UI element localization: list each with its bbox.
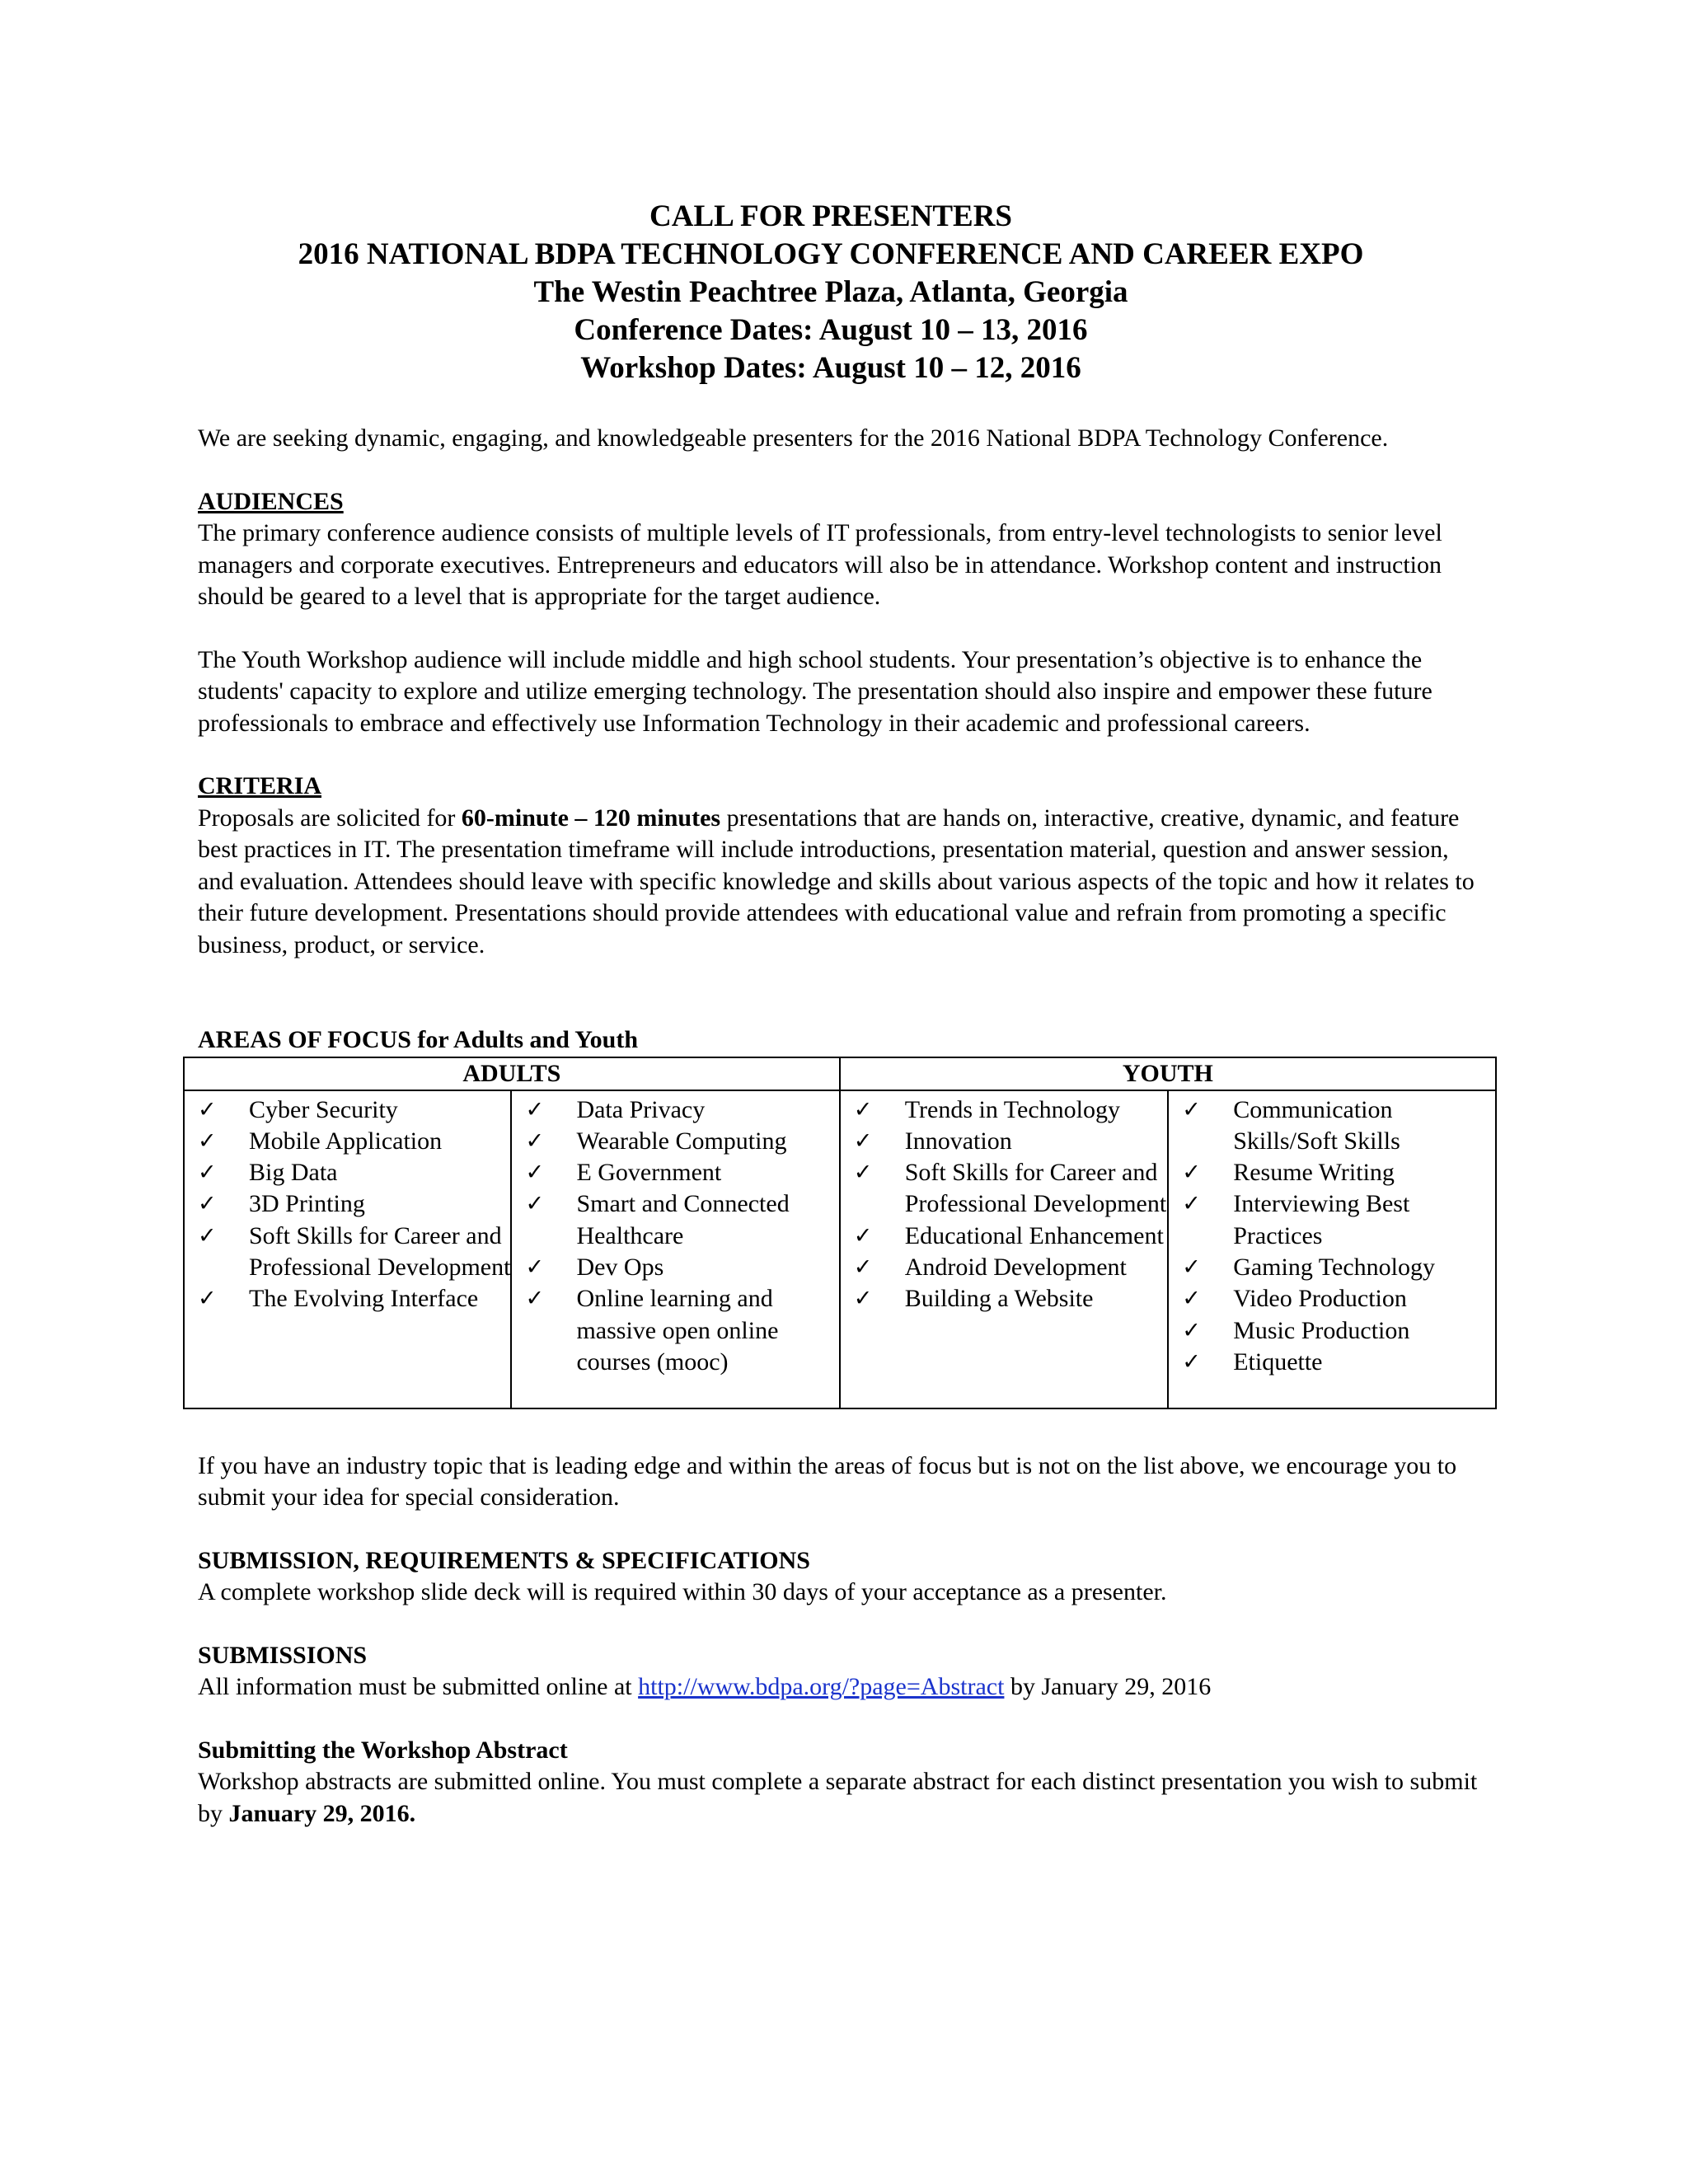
focus-topic-label: Video Production [1233, 1285, 1407, 1313]
checkmark-icon: ✓ [525, 1127, 545, 1154]
focus-topic-label: The Evolving Interface [249, 1285, 479, 1313]
focus-topic-item [841, 1094, 1167, 1126]
focus-topic-item [185, 1126, 510, 1157]
checkmark-icon: ✓ [1182, 1254, 1201, 1280]
checkmark-icon: ✓ [1182, 1191, 1201, 1217]
focus-topic-item [841, 1157, 1167, 1221]
checkmark-icon: ✓ [853, 1160, 873, 1186]
focus-topic-label: Smart and Connected Healthcare [576, 1190, 790, 1249]
checkmark-icon: ✓ [1182, 1317, 1201, 1343]
adults-column-1 [184, 1090, 511, 1408]
focus-topic-label: Soft Skills for Career and Professional Development [249, 1221, 511, 1281]
areas-of-focus-table [183, 1057, 1497, 1409]
checkmark-icon: ✓ [198, 1096, 217, 1122]
checkmark-icon: ✓ [525, 1254, 545, 1280]
submissions-text-pre: All information must be submitted online at [198, 1673, 639, 1700]
title-line-2: 2016 NATIONAL BDPA TECHNOLOGY CONFERENCE AND CAREER EXPO [298, 237, 1364, 271]
focus-topic-label: Wearable Computing [576, 1127, 787, 1155]
checkmark-icon: ✓ [853, 1254, 873, 1280]
title-block [178, 198, 1484, 387]
title-line-5: Workshop Dates: August 10 – 12, 2016 [580, 351, 1081, 385]
focus-topic-label: Etiquette [1233, 1347, 1323, 1376]
audiences-paragraph-1: The primary conference audience consists of multiple levels of IT professionals, from entry-level technologists to senior level managers and corporate executives. Entrepreneurs and educators will also be in attendance. Workshop content and instruction should be geared to a level that is appropriate for the target audience. [198, 519, 1442, 610]
focus-topic-item [1169, 1157, 1495, 1188]
focus-topic-label: Innovation [904, 1127, 1012, 1155]
focus-topic-item [512, 1188, 838, 1252]
criteria-duration: 60-minute – 120 minutes [461, 804, 721, 832]
checkmark-icon: ✓ [1182, 1286, 1201, 1312]
youth-header: YOUTH [840, 1057, 1496, 1090]
focus-topic-item [841, 1283, 1167, 1315]
criteria-heading: CRITERIA [198, 772, 322, 799]
submissions-text [198, 1671, 1484, 1704]
checkmark-icon: ✓ [525, 1160, 545, 1186]
focus-topic-label: Online learning and massive open online courses (mooc) [576, 1285, 779, 1376]
criteria-text-pre: Proposals are solicited for [198, 804, 462, 832]
checkmark-icon: ✓ [198, 1191, 217, 1217]
checkmark-icon: ✓ [853, 1127, 873, 1154]
focus-topic-item [512, 1252, 838, 1283]
focus-topic-item [841, 1252, 1167, 1283]
title-line-4: Conference Dates: August 10 – 13, 2016 [574, 313, 1088, 347]
focus-topic-label: Educational Enhancement [904, 1221, 1164, 1249]
checkmark-icon: ✓ [525, 1191, 545, 1217]
focus-topic-label: Cyber Security [249, 1095, 398, 1123]
checkmark-icon: ✓ [198, 1286, 217, 1312]
focus-topic-item [1169, 1188, 1495, 1252]
adults-header: ADULTS [184, 1057, 840, 1090]
youth-column-1 [840, 1090, 1168, 1408]
intro-paragraph: We are seeking dynamic, engaging, and knowledgeable presenters for the 2016 National BDPA Technology Conference. [198, 424, 1389, 452]
focus-topic-item [1169, 1094, 1495, 1158]
focus-topic-label: Interviewing Best Practices [1233, 1190, 1410, 1249]
focus-topic-item [185, 1188, 510, 1220]
focus-topic-label: Big Data [249, 1159, 338, 1187]
checkmark-icon: ✓ [198, 1127, 217, 1154]
checkmark-icon: ✓ [198, 1160, 217, 1186]
document-page [198, 198, 1484, 1830]
focus-topic-label: Resume Writing [1233, 1159, 1395, 1187]
title-line-3: The Westin Peachtree Plaza, Atlanta, Georgia [533, 275, 1128, 309]
adults-column-2 [511, 1090, 839, 1408]
submission-requirements-heading: SUBMISSION, REQUIREMENTS & SPECIFICATIONS [198, 1546, 810, 1574]
submission-requirements-text: A complete workshop slide deck will is required within 30 days of your acceptance as a presenter. [198, 1578, 1167, 1605]
youth-column-2 [1168, 1090, 1496, 1408]
focus-topic-label: Communication Skills/Soft Skills [1233, 1095, 1400, 1155]
focus-topic-label: Music Production [1233, 1316, 1410, 1344]
abstract-deadline: January 29, 2016. [228, 1799, 416, 1827]
checkmark-icon: ✓ [198, 1222, 217, 1249]
focus-topic-item [512, 1126, 838, 1157]
focus-topic-item [185, 1283, 510, 1315]
focus-topic-item [512, 1283, 838, 1378]
checkmark-icon: ✓ [1182, 1348, 1201, 1375]
focus-topic-item [841, 1221, 1167, 1252]
focus-topic-label: E Government [576, 1159, 722, 1187]
title-line-1: CALL FOR PRESENTERS [649, 199, 1012, 233]
abstract-submission-link[interactable]: http://www.bdpa.org/?page=Abstract [638, 1673, 1005, 1700]
focus-topic-item [1169, 1283, 1495, 1315]
workshop-abstract-text [198, 1766, 1484, 1830]
focus-topic-label: Gaming Technology [1233, 1253, 1436, 1281]
focus-topic-item [841, 1126, 1167, 1157]
submissions-text-post: by January 29, 2016 [1004, 1673, 1212, 1700]
focus-topic-label: Android Development [904, 1253, 1127, 1281]
checkmark-icon: ✓ [853, 1286, 873, 1312]
focus-topic-label: Data Privacy [576, 1095, 706, 1123]
focus-topic-item [512, 1157, 838, 1188]
focus-topic-item [512, 1094, 838, 1126]
checkmark-icon: ✓ [525, 1096, 545, 1122]
focus-topic-item [185, 1157, 510, 1188]
checkmark-icon: ✓ [525, 1286, 545, 1312]
focus-topic-label: Building a Website [904, 1285, 1094, 1313]
audiences-heading: AUDIENCES [198, 487, 344, 515]
focus-topic-label: Trends in Technology [904, 1095, 1120, 1123]
areas-of-focus-title: AREAS OF FOCUS for Adults and Youth [198, 1026, 639, 1053]
focus-topic-label: Soft Skills for Career and Professional Development [904, 1159, 1167, 1218]
workshop-abstract-text-pre: Workshop abstracts are submitted online. You must complete a separate abstract for each distinct presentation you wish to submit by [198, 1768, 1478, 1827]
workshop-abstract-heading: Submitting the Workshop Abstract [198, 1736, 568, 1764]
checkmark-icon: ✓ [853, 1096, 873, 1122]
industry-topic-note: If you have an industry topic that is leading edge and within the areas of focus but is not on the list above, we encourage you to submit your idea for special consideration. [198, 1451, 1457, 1511]
focus-topic-item [1169, 1347, 1495, 1378]
focus-topic-item [1169, 1252, 1495, 1283]
focus-topic-item [185, 1094, 510, 1126]
checkmark-icon: ✓ [1182, 1160, 1201, 1186]
focus-topic-label: Mobile Application [249, 1127, 443, 1155]
criteria-text-post: presentations that are hands on, interactive, creative, dynamic, and feature best practices in IT. The presentation timeframe will include introductions, presentation material, question and answer session, and evaluation. Attendees should leave with specific knowledge and skills about various aspects of the topic and how it relates to their future development. Presentations should provide attendees with educational value and refrain from promoting a specific business, product, or service. [198, 804, 1475, 958]
focus-topic-label: Dev Ops [576, 1253, 664, 1281]
submissions-heading: SUBMISSIONS [198, 1641, 368, 1669]
focus-topic-item [1169, 1315, 1495, 1347]
checkmark-icon: ✓ [853, 1222, 873, 1249]
audiences-paragraph-2: The Youth Workshop audience will include middle and high school students. Your presentation’s objective is to enhance the students' capacity to explore and utilize emerging technology. The presentation should also inspire and empower these future professionals to embrace and effectively use Information Technology in their academic and professional careers. [198, 645, 1432, 737]
focus-topic-label: 3D Printing [249, 1190, 365, 1218]
focus-topic-item [185, 1221, 510, 1284]
criteria-paragraph [198, 803, 1484, 962]
checkmark-icon: ✓ [1182, 1096, 1201, 1122]
